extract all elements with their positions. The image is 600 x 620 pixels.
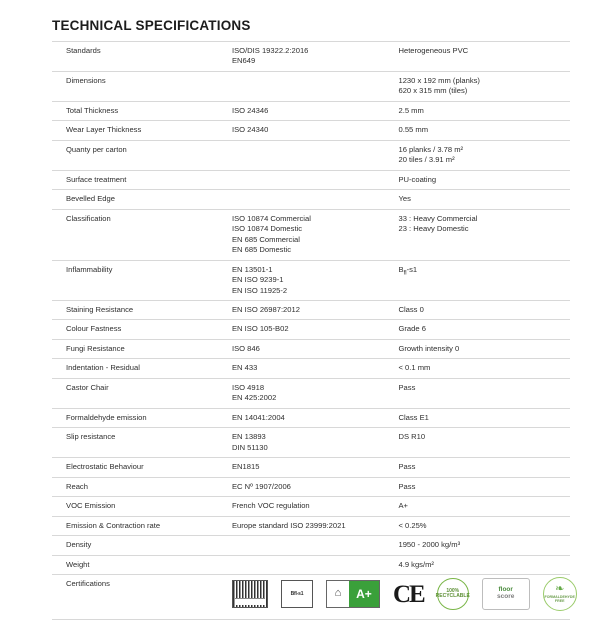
- spec-norm: [232, 428, 399, 458]
- cell-line: 20 tiles / 3.91 m²: [398, 155, 455, 165]
- spec-norm: [232, 378, 399, 408]
- floorscore-top-label: floor: [498, 586, 513, 594]
- floorscore-bottom-label: score: [497, 593, 515, 600]
- spec-property: Classification: [52, 209, 232, 260]
- house-icon: ⌂: [334, 587, 342, 600]
- table-row: [52, 300, 570, 319]
- spec-property: VOC Emission: [52, 497, 232, 516]
- spec-norm: ISO 24340: [232, 121, 399, 140]
- table-row: [52, 428, 570, 458]
- spec-value: [398, 209, 570, 260]
- table-row: [52, 209, 570, 260]
- ce-mark-icon: [393, 582, 424, 607]
- leaf-icon: ❧: [555, 583, 565, 596]
- spec-value: 4.9 kgs/m²: [398, 555, 570, 574]
- spec-property: Fungi Resistance: [52, 339, 232, 358]
- table-row: [52, 260, 570, 300]
- spec-norm: [232, 140, 399, 170]
- spec-value: Heterogeneous PVC: [398, 42, 570, 72]
- spec-value: $B_{fl}-s1$: [398, 260, 570, 300]
- cell-line: 1230 x 192 mm (planks): [398, 75, 480, 85]
- table-row: [52, 42, 570, 72]
- cell-line: EN649: [231, 56, 256, 66]
- spec-value: [398, 71, 570, 101]
- spec-norm: [232, 536, 399, 555]
- cell-line: ISO 4918: [231, 382, 265, 392]
- cell-line: 620 x 315 mm (tiles): [398, 86, 468, 96]
- spec-property: Density: [52, 536, 232, 555]
- spec-norm: [232, 190, 399, 209]
- cell-line: ISO/DIS 19322.2:2016: [231, 46, 309, 55]
- cell-line: ISO 10874 Domestic: [231, 224, 303, 234]
- cell-line: EN 13893: [231, 432, 266, 442]
- spec-value: 2.5 mm: [398, 101, 570, 120]
- spec-property: Standards: [52, 42, 232, 72]
- spec-norm: ISO 846: [232, 339, 399, 358]
- spec-value: Pass: [398, 458, 570, 477]
- spec-value: PU-coating: [398, 170, 570, 189]
- table-row: [52, 320, 570, 339]
- spec-norm: ISO 24346: [232, 101, 399, 120]
- spec-value: < 0.25%: [398, 516, 570, 535]
- spec-property: Indentation - Residual: [52, 359, 232, 378]
- spec-property: Castor Chair: [52, 378, 232, 408]
- cell-line: DIN 51130: [231, 442, 268, 452]
- spec-value: Growth intensity 0: [398, 339, 570, 358]
- cell-line: EN 425:2002: [231, 393, 277, 403]
- floorscore-mark-icon: [482, 578, 530, 610]
- spec-property: Reach: [52, 477, 232, 496]
- table-row: [52, 477, 570, 496]
- table-row: [52, 497, 570, 516]
- spec-property: Inflammability: [52, 260, 232, 300]
- cell-line: 16 planks / 3.78 m²: [398, 144, 464, 154]
- table-row: [52, 408, 570, 427]
- technical-specifications-table: [52, 41, 575, 620]
- spec-property: Wear Layer Thickness: [52, 121, 232, 140]
- page-title: TECHNICAL SPECIFICATIONS: [52, 18, 251, 33]
- certifications-label: Certifications: [52, 575, 232, 620]
- cell-line: EN 13501-1: [231, 264, 273, 274]
- cell-line: EN ISO 9239-1: [231, 275, 284, 285]
- spec-norm: [232, 170, 399, 189]
- table-row: [52, 101, 570, 120]
- spec-value: Class 0: [398, 300, 570, 319]
- spec-value: < 0.1 mm: [398, 359, 570, 378]
- spec-norm: [232, 71, 399, 101]
- table-row: [52, 140, 570, 170]
- en-standard-barcode-mark-icon: [232, 580, 268, 608]
- spec-norm: EN1815: [232, 458, 399, 477]
- cell-line: 23 : Heavy Domestic: [398, 224, 469, 234]
- spec-property: Dimensions: [52, 71, 232, 101]
- spec-property: Staining Resistance: [52, 300, 232, 319]
- table-row: [52, 536, 570, 555]
- table-row: [52, 339, 570, 358]
- table-row: [52, 190, 570, 209]
- spec-norm: EN ISO 26987:2012: [232, 300, 399, 319]
- table-row: [52, 378, 570, 408]
- cell-line: EN ISO 11925-2: [231, 285, 288, 295]
- spec-value: Pass: [398, 477, 570, 496]
- spec-property: Colour Fastness: [52, 320, 232, 339]
- table-row: [52, 555, 570, 574]
- spec-norm: EN ISO 105-B02: [232, 320, 399, 339]
- table-row: [52, 359, 570, 378]
- spec-property: Bevelled Edge: [52, 190, 232, 209]
- spec-value: DS R10: [398, 428, 570, 458]
- spec-norm: [232, 260, 399, 300]
- fire-classification-mark-icon: [281, 580, 313, 608]
- spec-property: Surface treatment: [52, 170, 232, 189]
- air-quality-grade: A+: [349, 581, 379, 607]
- air-quality-badge: [326, 580, 380, 608]
- spec-norm: EN 433: [232, 359, 399, 378]
- spec-value: 0.55 mm: [398, 121, 570, 140]
- spec-property: Formaldehyde emission: [52, 408, 232, 427]
- spec-property: Electrostatic Behaviour: [52, 458, 232, 477]
- table-row: [52, 458, 570, 477]
- spec-norm: [232, 42, 399, 72]
- recyclable-label: 100% RECYCLABLE: [437, 578, 469, 610]
- cell-line: 33 : Heavy Commercial: [398, 213, 478, 223]
- formaldehyde-free-badge: [543, 577, 577, 611]
- spec-value: A+: [398, 497, 570, 516]
- spec-property: Total Thickness: [52, 101, 232, 120]
- spec-norm: EC Nº 1907/2006: [232, 477, 399, 496]
- spec-value: Yes: [398, 190, 570, 209]
- barcode-glyph: [232, 580, 268, 608]
- spec-value: [398, 140, 570, 170]
- recyclable-mark-icon: [437, 578, 469, 610]
- formaldehyde-free-label: FORMALDEHYDE: [544, 595, 575, 599]
- table-row: [52, 516, 570, 535]
- fire-class-label: Bfl-s1: [281, 580, 313, 608]
- table-row: [52, 170, 570, 189]
- table-row: [52, 71, 570, 101]
- spec-property: Quanty per carton: [52, 140, 232, 170]
- spec-norm: Europe standard ISO 23999:2021: [232, 516, 399, 535]
- spec-property: Emission & Contraction rate: [52, 516, 232, 535]
- certifications-row: [52, 575, 570, 620]
- certifications-cell: [232, 575, 575, 620]
- formaldehyde-free-label: FREE: [554, 598, 565, 603]
- subscript: fl: [403, 270, 407, 277]
- ce-label: CE: [392, 580, 424, 608]
- certification-logos: [232, 573, 575, 615]
- table-row: [52, 121, 570, 140]
- cell-line: EN 685 Domestic: [231, 245, 292, 255]
- spec-property: Slip resistance: [52, 428, 232, 458]
- spec-norm: EN 14041:2004: [232, 408, 399, 427]
- cell-line: EN 685 Commercial: [231, 234, 300, 244]
- spec-value: 1950 - 2000 kg/m³: [398, 536, 570, 555]
- floorscore-badge: [482, 578, 530, 610]
- spec-norm: French VOC regulation: [232, 497, 399, 516]
- formaldehyde-free-mark-icon: [543, 577, 577, 611]
- spec-value: Class E1: [398, 408, 570, 427]
- cell-line: ISO 10874 Commercial: [231, 213, 311, 223]
- spec-value: Pass: [398, 378, 570, 408]
- spec-norm: [232, 209, 399, 260]
- spec-value: Grade 6: [398, 320, 570, 339]
- indoor-air-quality-a-plus-mark-icon: [326, 580, 380, 608]
- spec-property: Weight: [52, 555, 232, 574]
- spec-norm: [232, 555, 399, 574]
